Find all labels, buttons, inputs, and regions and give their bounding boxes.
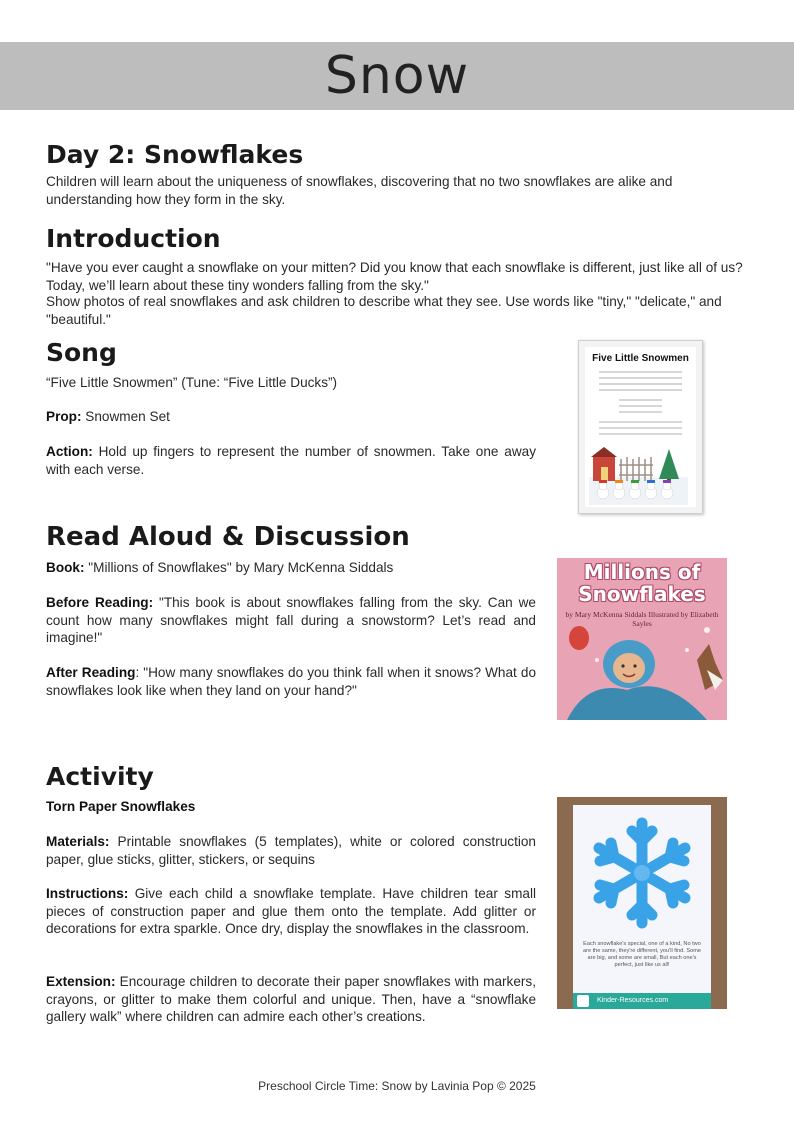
materials-value: Printable snowflakes (5 templates), white or colored construction paper, glue sticks, glitter, stickers, or sequins	[46, 834, 536, 867]
child-illustration-icon	[557, 620, 727, 720]
after-reading-label: After Reading	[46, 665, 136, 680]
after-reading	[46, 664, 536, 699]
before-reading	[46, 594, 536, 647]
introduction-quote: "Have you ever caught a snowflake on your mitten? Did you know that each snowflake is different, just like all of us? Today, we’ll learn about these tiny wonders falling from the sky."	[46, 260, 743, 293]
song-prop	[46, 408, 536, 426]
materials-label: Materials:	[46, 834, 110, 849]
instructions	[46, 885, 536, 938]
prop-value: Snowmen Set	[81, 409, 170, 424]
page-footer: Preschool Circle Time: Snow by Lavinia Pop © 2025	[258, 1079, 536, 1093]
extension	[46, 973, 536, 1026]
poster-title: Five Little Snowmen	[592, 353, 689, 364]
song-poster-image	[578, 340, 703, 514]
song-title-line: “Five Little Snowmen” (Tune: “Five Little Ducks”)	[46, 375, 338, 390]
book-label: Book:	[46, 560, 85, 575]
book-line	[46, 559, 536, 577]
extension-value: Encourage children to decorate their paper snowflakes with markers, crayons, or glitter to make them colorful and unique. Then, have a “snowflake gallery walk” where children can admire each other’s creations.	[46, 974, 536, 1025]
craft-site-label: Kinder-Resources.com	[573, 993, 711, 1009]
materials	[46, 833, 536, 868]
instructions-value: Give each child a snowflake template. Have children tear small pieces of construction paper and glue them onto the template. Add glitter or decorations for extra sparkle. Once dry, display the snowflakes in the classroom.	[46, 886, 536, 937]
cover-title-line-1: Millions of	[583, 560, 701, 584]
snowflake-icon	[588, 815, 696, 931]
site-logo-icon	[577, 995, 589, 1007]
song-heading: Song	[46, 338, 117, 367]
page-title: Snow	[324, 46, 470, 106]
snowmen-scene-icon	[589, 443, 688, 505]
day-description: Children will learn about the uniqueness of snowflakes, discovering that no two snowflakes are alike and understanding how they form in the sky.	[46, 174, 673, 207]
snowflake-craft-image	[557, 797, 727, 1009]
cover-authors: by Mary McKenna Siddals Illustrated by Elizabeth Sayles	[565, 610, 719, 628]
activity-subtitle: Torn Paper Snowflakes	[46, 799, 196, 814]
introduction-text: Show photos of real snowflakes and ask children to describe what they see. Use words like "tiny," "delicate," and "beautiful."	[46, 294, 722, 327]
book-value: "Millions of Snowflakes" by Mary McKenna Siddals	[84, 560, 394, 575]
before-reading-label: Before Reading:	[46, 595, 154, 610]
craft-poem: Each snowflake's special, one of a kind, No two are the same, they're different, you'll find. Some are big, and some are small, But each one's perfect, just like us all!	[582, 941, 701, 968]
before-reading-value: "This book is about snowflakes falling from the sky. Can we count how many snowflakes might fall during a snowstorm? Let’s read and imagine!"	[46, 595, 536, 646]
prop-label: Prop:	[46, 409, 82, 424]
day-heading: Day 2: Snowflakes	[46, 140, 304, 169]
action-label: Action:	[46, 444, 93, 459]
after-reading-value: : "How many snowflakes do you think fall when it snows? What do snowflakes look like when they land on your hand?"	[46, 665, 537, 698]
title-banner	[0, 42, 794, 110]
cover-title-line-2: Snowflakes	[578, 582, 706, 606]
read-aloud-heading: Read Aloud & Discussion	[46, 522, 410, 552]
song-action	[46, 443, 536, 478]
action-value: Hold up fingers to represent the number of snowmen. Take one away with each verse.	[46, 444, 536, 477]
activity-heading: Activity	[46, 762, 154, 791]
extension-label: Extension:	[46, 974, 116, 989]
instructions-label: Instructions:	[46, 886, 129, 901]
introduction-heading: Introduction	[46, 224, 221, 253]
book-cover-image	[557, 558, 727, 720]
